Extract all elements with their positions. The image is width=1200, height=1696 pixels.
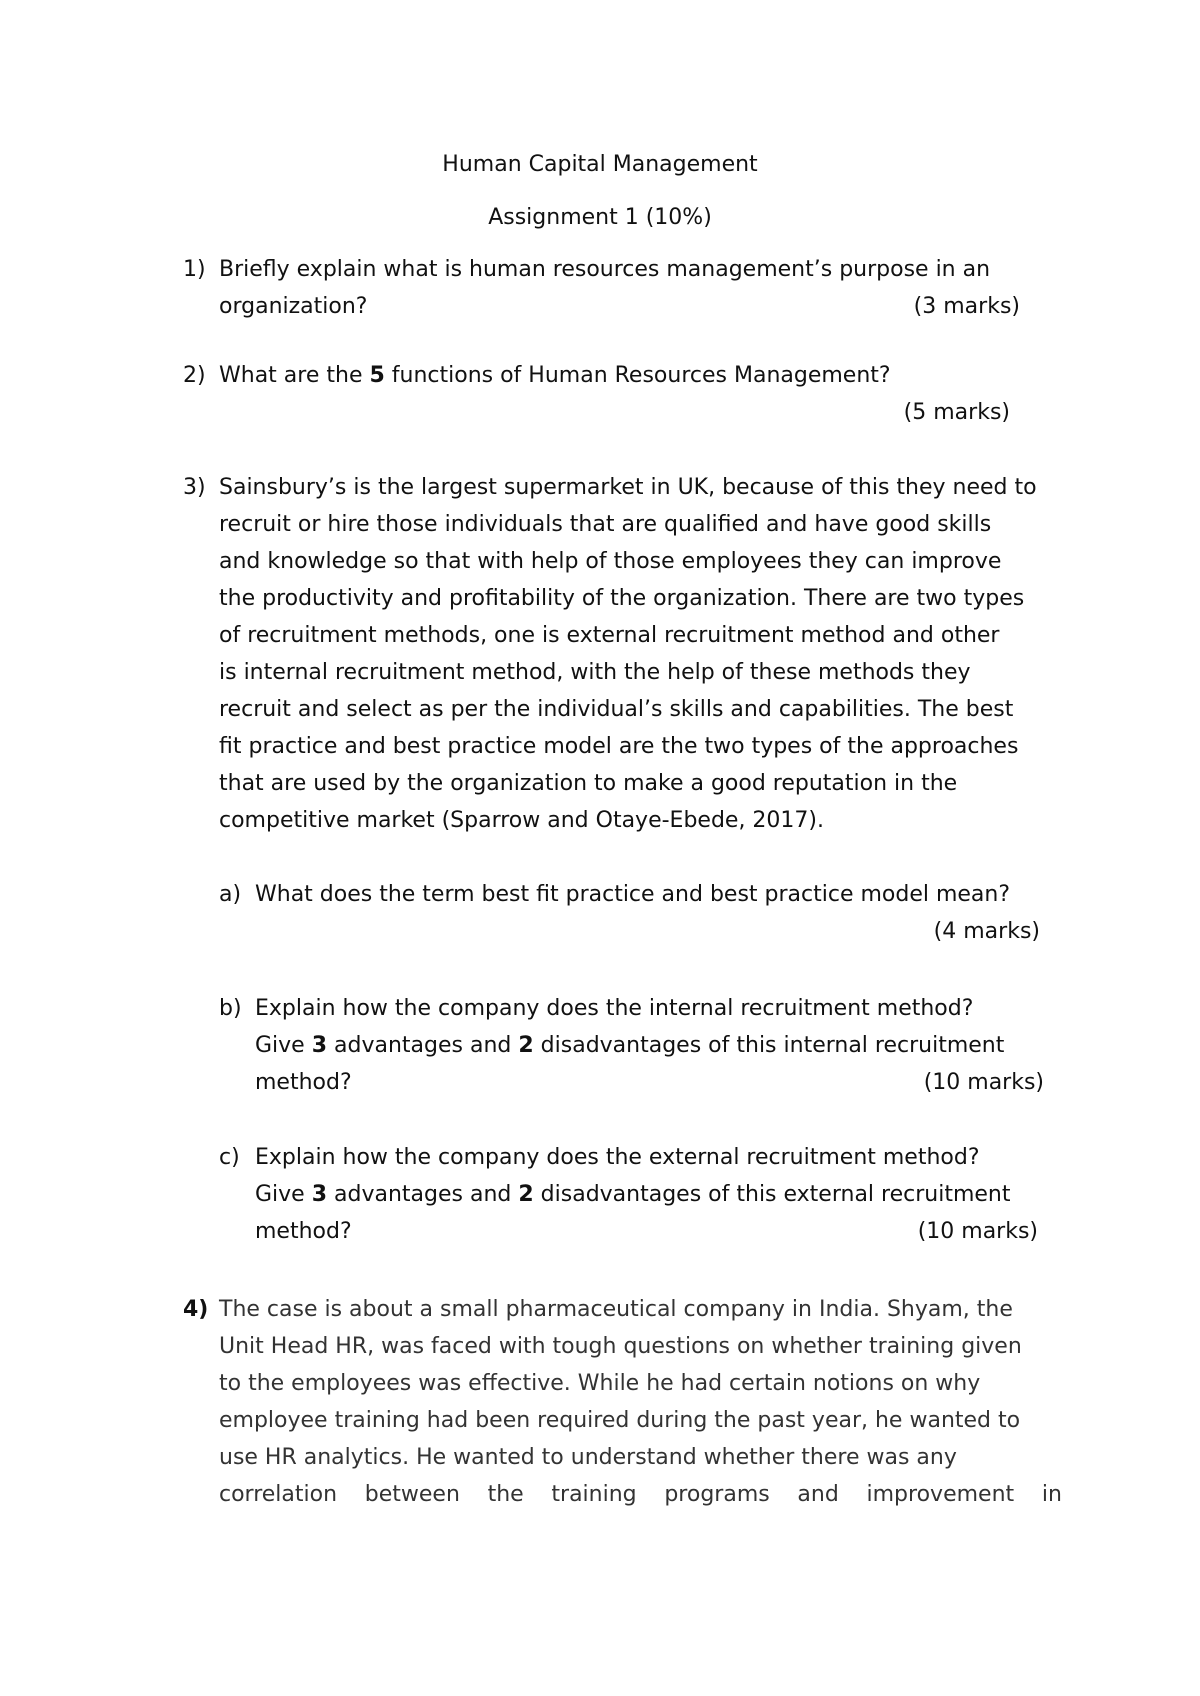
q4-paragraph-line: employee training had been required during the past year, he wanted to xyxy=(219,1408,1021,1433)
q4-paragraph-line: Unit Head HR, was faced with tough questions on whether training given xyxy=(219,1334,1022,1359)
q4-paragraph-last-line xyxy=(219,1480,1062,1510)
q3c-line2-post: disadvantages of this external recruitment xyxy=(533,1182,1011,1207)
q2-marks: (5 marks) xyxy=(903,400,1010,425)
q2-text-pre: What are the xyxy=(219,363,370,388)
q4-number: 4) xyxy=(183,1297,209,1322)
q2-number: 2) xyxy=(183,363,206,388)
q4-paragraph-line: The case is about a small pharmaceutical company in India. Shyam, the xyxy=(219,1297,1013,1322)
q3a-label: a) xyxy=(219,882,242,907)
q2-text-post: functions of Human Resources Management? xyxy=(384,363,891,388)
q3b-line2-bold2: 2 xyxy=(518,1033,534,1058)
q3-paragraph-line: is internal recruitment method, with the help of these methods they xyxy=(219,660,971,685)
q3b-line2-pre: Give xyxy=(255,1033,312,1058)
q4-word: between xyxy=(364,1482,460,1507)
q1-text-line2: organization? xyxy=(219,294,368,319)
q3-paragraph-line: Sainsbury’s is the largest supermarket in UK, because of this they need to xyxy=(219,475,1037,500)
q3c-line2-bold2: 2 xyxy=(518,1182,534,1207)
q3a-text: What does the term best fit practice and best practice model mean? xyxy=(255,882,1011,907)
q3b-line2-mid: advantages and xyxy=(327,1033,519,1058)
q2-text xyxy=(219,361,891,391)
q4-paragraph-line: use HR analytics. He wanted to understand whether there was any xyxy=(219,1445,957,1470)
q3-paragraph-line: fit practice and best practice model are the two types of the approaches xyxy=(219,734,1019,759)
q1-text-line1: Briefly explain what is human resources management’s purpose in an xyxy=(219,257,991,282)
q4-word: improvement xyxy=(866,1482,1015,1507)
document-title: Human Capital Management xyxy=(442,152,758,177)
q3b-text-line2 xyxy=(255,1031,1004,1061)
q3b-label: b) xyxy=(219,996,242,1021)
q4-paragraph-line: to the employees was effective. While he had certain notions on why xyxy=(219,1371,981,1396)
q4-word: and xyxy=(797,1482,839,1507)
q3-paragraph-line: the productivity and profitability of the organization. There are two types xyxy=(219,586,1025,611)
q3-paragraph-line: and knowledge so that with help of those employees they can improve xyxy=(219,549,1002,574)
q3c-text-line1: Explain how the company does the external recruitment method? xyxy=(255,1145,980,1170)
q3b-line2-bold1: 3 xyxy=(311,1033,328,1058)
q3-paragraph-line: of recruitment methods, one is external recruitment method and other xyxy=(219,623,1000,648)
q3b-text-line3: method? xyxy=(255,1070,352,1095)
q3c-text-line3: method? xyxy=(255,1219,352,1244)
q4-word: in xyxy=(1041,1482,1062,1507)
q3c-line2-bold1: 3 xyxy=(311,1182,328,1207)
q3c-line2-mid: advantages and xyxy=(327,1182,519,1207)
q4-word: programs xyxy=(664,1482,770,1507)
q4-word: correlation xyxy=(219,1482,338,1507)
q3c-text-line2 xyxy=(255,1180,1010,1210)
q1-number: 1) xyxy=(183,257,206,282)
q3c-line2-pre: Give xyxy=(255,1182,312,1207)
q3a-marks: (4 marks) xyxy=(933,919,1040,944)
q4-word: the xyxy=(487,1482,524,1507)
q3c-label: c) xyxy=(219,1145,240,1170)
q3-paragraph-line: that are used by the organization to make a good reputation in the xyxy=(219,771,958,796)
q3c-marks: (10 marks) xyxy=(917,1219,1038,1244)
document-subtitle: Assignment 1 (10%) xyxy=(488,205,712,230)
q3-paragraph-line: competitive market (Sparrow and Otaye-Ebede, 2017). xyxy=(219,808,824,833)
q3b-line2-post: disadvantages of this internal recruitment xyxy=(533,1033,1005,1058)
q3-paragraph-line: recruit or hire those individuals that are qualified and have good skills xyxy=(219,512,992,537)
q3-number: 3) xyxy=(183,475,206,500)
q3b-marks: (10 marks) xyxy=(923,1070,1044,1095)
q1-marks: (3 marks) xyxy=(913,294,1020,319)
q3b-text-line1: Explain how the company does the internal recruitment method? xyxy=(255,996,974,1021)
q2-text-bold: 5 xyxy=(369,363,385,388)
q3-paragraph-line: recruit and select as per the individual’s skills and capabilities. The best xyxy=(219,697,1014,722)
q4-word: training xyxy=(551,1482,637,1507)
